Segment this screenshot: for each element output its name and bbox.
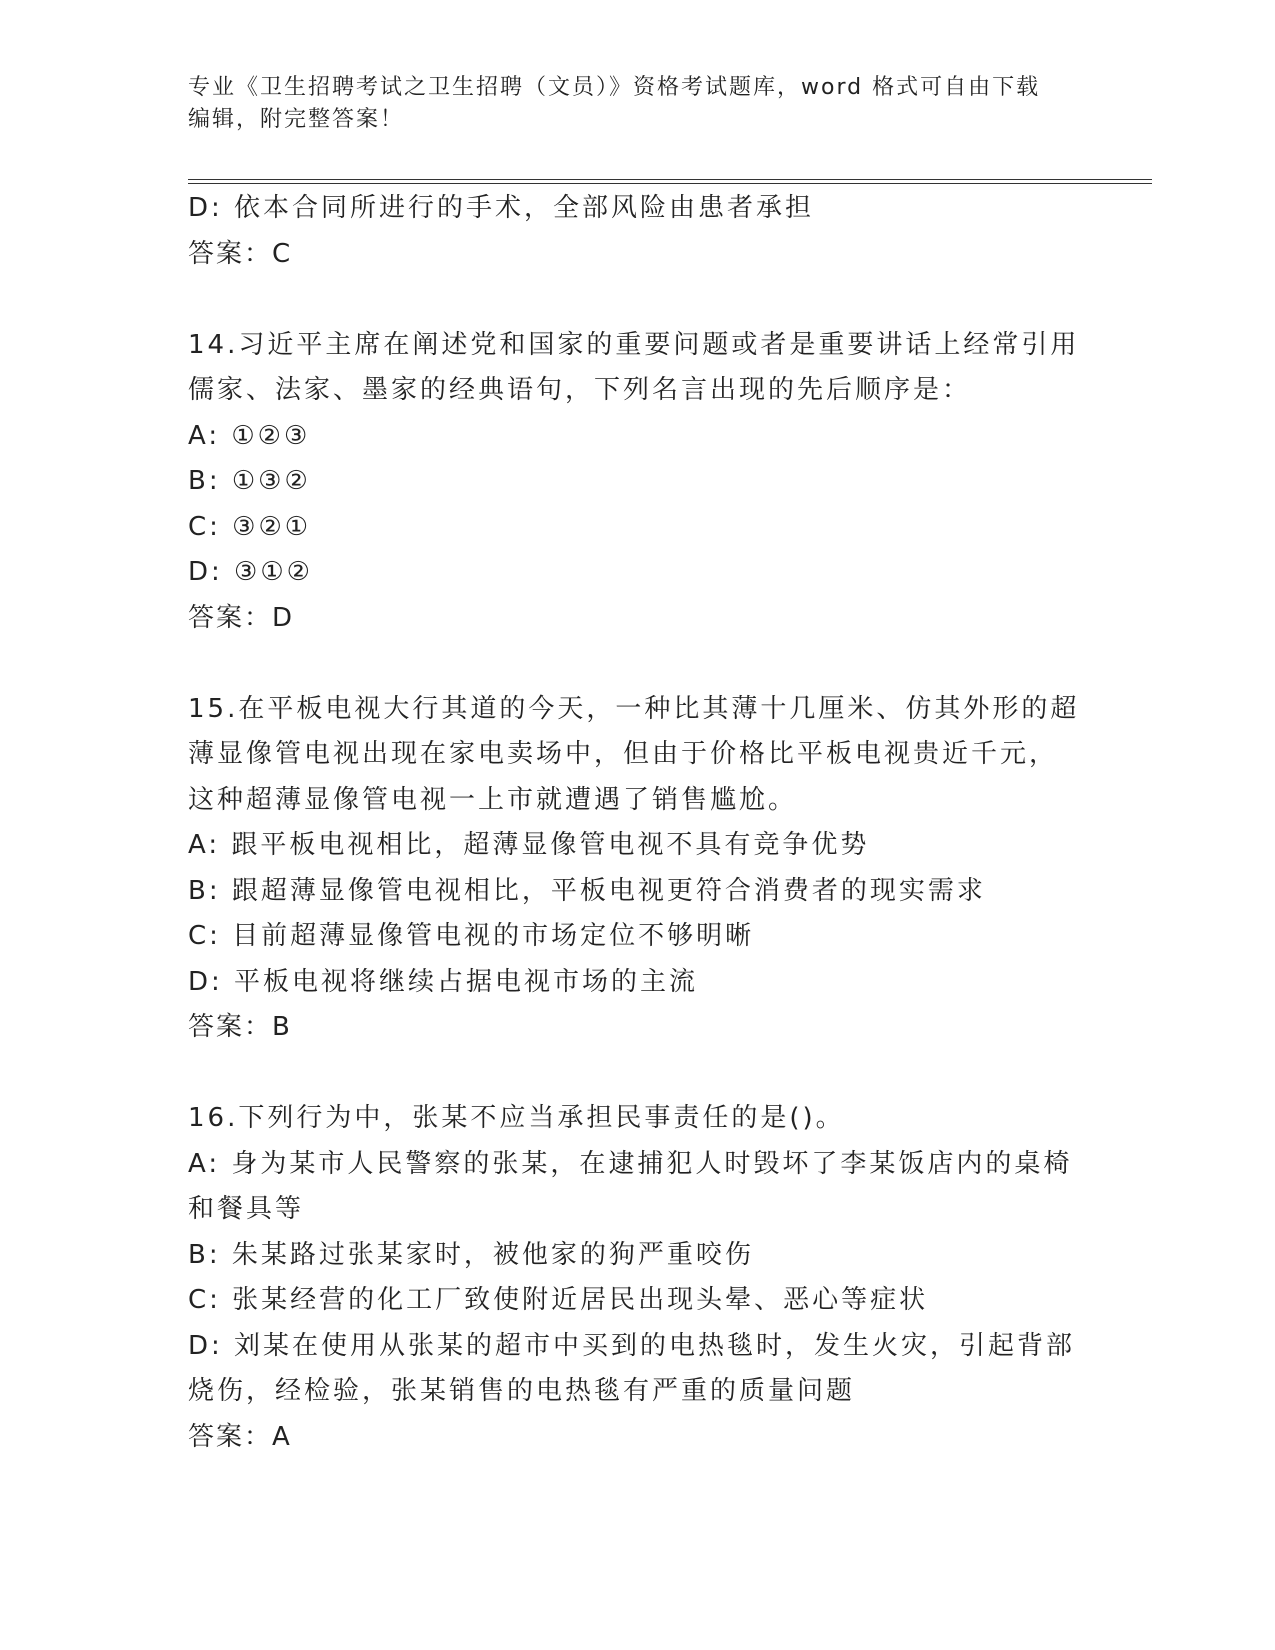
spacer: [188, 641, 1088, 687]
option-d-cont: 烧伤，经检验，张某销售的电热毯有严重的质量问题: [188, 1376, 856, 1406]
question-stem: 16.下列行为中，张某不应当承担民事责任的是()。: [188, 1103, 845, 1133]
question-stem-cont: 薄显像管电视出现在家电卖场中，但由于价格比平板电视贵近千元，: [188, 739, 1059, 769]
option-d: D: 平板电视将继续占据电视市场的主流: [188, 966, 699, 997]
question-stem-cont: 儒家、法家、墨家的经典语句，下列名言出现的先后顺序是：: [188, 375, 972, 405]
header-divider: [188, 179, 1152, 184]
option-a: A: 跟平板电视相比，超薄显像管电视不具有竞争优势: [188, 830, 870, 860]
question-13-tail: [188, 186, 1088, 277]
answer: 答案：A: [188, 1421, 292, 1452]
question-15: [188, 687, 1088, 1051]
question-16: [188, 1096, 1088, 1460]
option-b: B: ①③②: [188, 466, 311, 496]
answer: 答案：B: [188, 1012, 292, 1042]
document-body: [188, 186, 1088, 1460]
answer: 答案：C: [188, 238, 293, 269]
option-d: D: 依本合同所进行的手术，全部风险由患者承担: [188, 193, 815, 223]
option-c: C: 张某经营的化工厂致使附近居民出现头晕、恶心等症状: [188, 1285, 929, 1315]
option-a-cont: 和餐具等: [188, 1194, 305, 1224]
option-d: D: ③①②: [188, 557, 313, 587]
option-c: C: ③②①: [188, 511, 312, 542]
question-stem-cont: 这种超薄显像管电视一上市就遭遇了销售尴尬。: [188, 784, 798, 815]
option-b: B: 跟超薄显像管电视相比，平板电视更符合消费者的现实需求: [188, 875, 986, 906]
option-a: A: ①②③: [188, 420, 311, 451]
answer: 答案：D: [188, 602, 295, 633]
option-a: A: 身为某市人民警察的张某，在逮捕犯人时毁坏了李某饭店内的桌椅: [188, 1148, 1073, 1179]
option-b: B: 朱某路过张某家时，被他家的狗严重咬伤: [188, 1239, 754, 1270]
spacer: [188, 277, 1088, 323]
option-d: D: 刘某在使用从张某的超市中买到的电热毯时，发生火灾，引起背部: [188, 1330, 1076, 1361]
question-stem: 15.在平板电视大行其道的今天，一种比其薄十几厘米、仿其外形的超: [188, 693, 1080, 724]
option-c: C: 目前超薄显像管电视的市场定位不够明晰: [188, 921, 755, 951]
question-14: [188, 323, 1088, 642]
header-line-1: 专业《卫生招聘考试之卫生招聘（文员）》资格考试题库，word 格式可自由下载: [188, 75, 1041, 100]
spacer: [188, 1051, 1088, 1097]
header-line-2: 编辑，附完整答案！: [188, 107, 405, 132]
question-stem: 14.习近平主席在阐述党和国家的重要问题或者是重要讲话上经常引用: [188, 329, 1080, 360]
page-header: [188, 72, 1088, 136]
